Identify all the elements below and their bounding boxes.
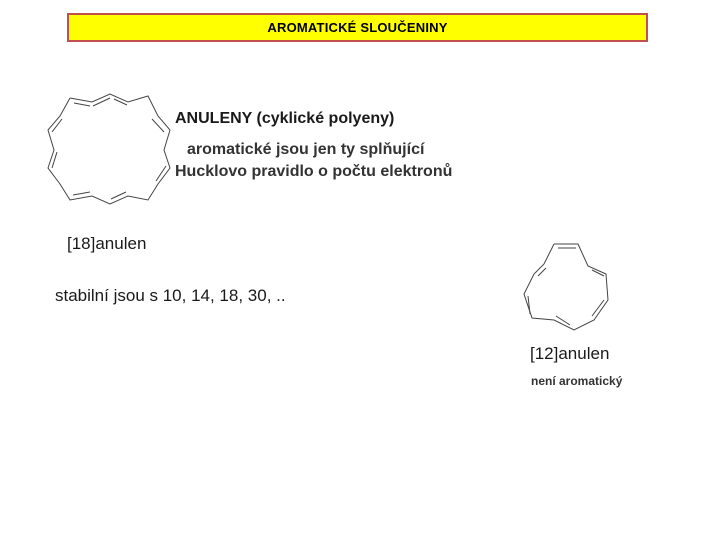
annulene-12-structure	[518, 236, 628, 336]
stability-note: stabilní jsou s 10, 14, 18, 30, ..	[55, 286, 286, 305]
description-line-1: aromatické jsou jen ty splňující	[187, 141, 425, 158]
annulene-18-label: [18]anulen	[67, 234, 147, 253]
annulene-18-structure	[40, 88, 180, 208]
title-banner	[67, 13, 648, 42]
page-title: AROMATICKÉ SLOUČENINY	[267, 20, 448, 35]
annulene-heading: ANULENY (cyklické polyeny)	[175, 110, 395, 127]
annulene-12-label: [12]anulen	[530, 344, 610, 363]
aromaticity-description	[175, 139, 515, 183]
description-line-2: Hucklovo pravidlo o počtu elektronů	[175, 163, 453, 180]
not-aromatic-note: není aromatický	[531, 374, 623, 388]
